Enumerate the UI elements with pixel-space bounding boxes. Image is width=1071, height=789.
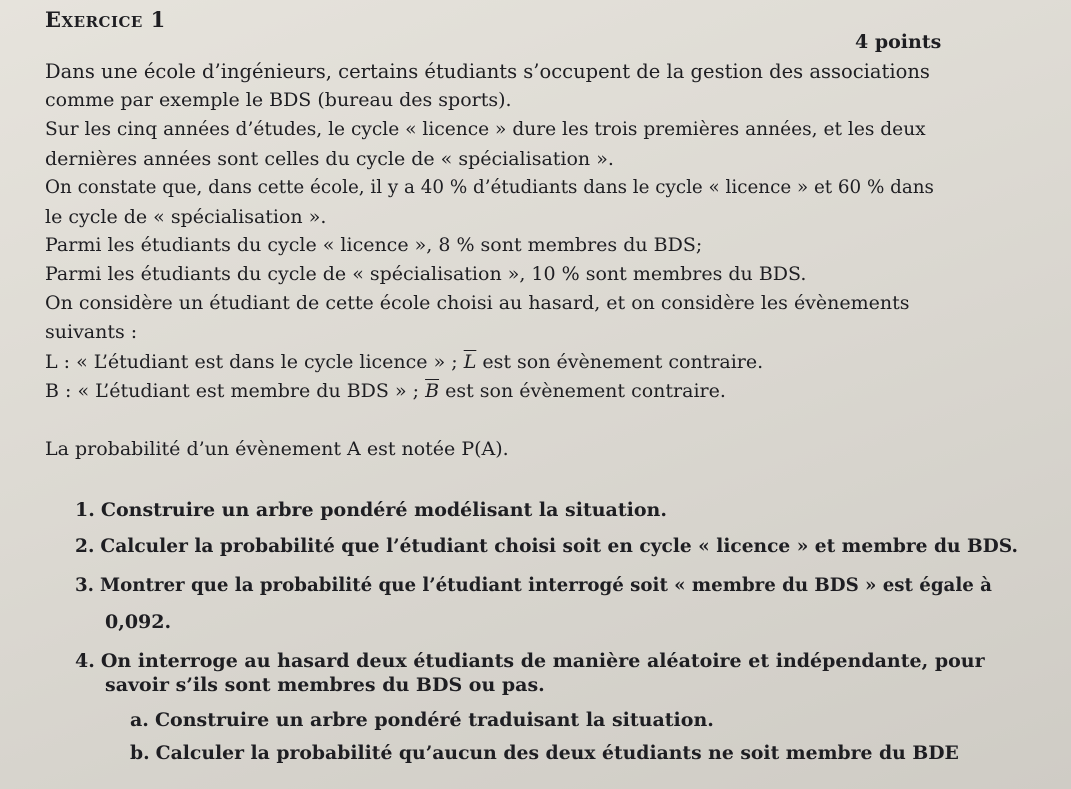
question-3 [75, 574, 992, 598]
exercise-title: Exercice 1 [45, 7, 166, 32]
intro-line-1: Dans une école d’ingénieurs, certains étudiants s’occupent de la gestion des associations [45, 60, 930, 83]
intro-line-4: dernières années sont celles du cycle de « spécialisation ». [45, 148, 614, 170]
event-B-suffix: est son évènement contraire. [439, 380, 726, 402]
question-4-line-2: savoir s’ils sont membres du BDS ou pas. [105, 674, 545, 696]
event-L [45, 350, 763, 374]
question-4a-text: Construire un arbre pondéré traduisant la situation. [154, 709, 714, 731]
question-1-number: 1. [75, 499, 95, 521]
question-4b-text: Calculer la probabilité qu’aucun des deux étudiants ne soit membre du BDE [155, 742, 959, 764]
question-3-text-line-1: Montrer que la probabilité que l’étudiant interrogé soit « membre du BDS » est égale à [100, 575, 992, 596]
event-B [45, 379, 726, 403]
question-4-text-line-1: On interroge au hasard deux étudiants de manière aléatoire et indépendante, pour [100, 650, 985, 672]
event-B-prefix: B : « L’étudiant est membre du BDS » ; [45, 380, 426, 402]
intro-line-7: Parmi les étudiants du cycle « licence », 8 % sont membres du BDS; [45, 234, 703, 256]
question-4b [130, 741, 959, 765]
question-4-number: 4. [75, 650, 95, 672]
question-2-text: Calculer la probabilité que l’étudiant choisi soit en cycle « licence » et membre du BDS. [100, 536, 1019, 557]
intro-line-9: On considère un étudiant de cette école choisi au hasard, et on considère les évènements [45, 292, 910, 314]
question-1 [75, 498, 667, 522]
exercise-points: 4 points [855, 31, 942, 53]
question-2 [75, 535, 1018, 559]
question-1-text: Construire un arbre pondéré modélisant la situation. [100, 499, 667, 521]
intro-line-2: comme par exemple le BDS (bureau des sports). [45, 89, 512, 111]
question-2-number: 2. [75, 536, 95, 557]
question-3-number: 3. [75, 575, 94, 596]
question-4b-letter: b. [130, 742, 150, 764]
intro-line-10: suivants : [45, 321, 138, 343]
event-L-bar: $\overline{L}$ [463, 351, 477, 373]
intro-line-8: Parmi les étudiants du cycle de « spécialisation », 10 % sont membres du BDS. [45, 263, 807, 285]
question-4a [130, 708, 714, 732]
event-B-bar: $\overline{B}$ [425, 380, 440, 402]
intro-line-5: On constate que, dans cette école, il y a 40 % d’étudiants dans le cycle « licence » et 60 % dans [45, 177, 934, 198]
event-L-prefix: L : « L’étudiant est dans le cycle licence » ; [45, 351, 464, 373]
question-4a-letter: a. [130, 709, 149, 731]
intro-line-6: le cycle de « spécialisation ». [45, 206, 327, 228]
intro-line-3: Sur les cinq années d’études, le cycle « licence » dure les trois premières années, et les deux [45, 119, 926, 140]
question-3-line-2: 0,092. [105, 611, 172, 633]
event-L-suffix: est son évènement contraire. [476, 351, 764, 373]
question-4 [75, 649, 985, 673]
notation-line: La probabilité d’un évènement A est notée P(A). [45, 438, 509, 460]
